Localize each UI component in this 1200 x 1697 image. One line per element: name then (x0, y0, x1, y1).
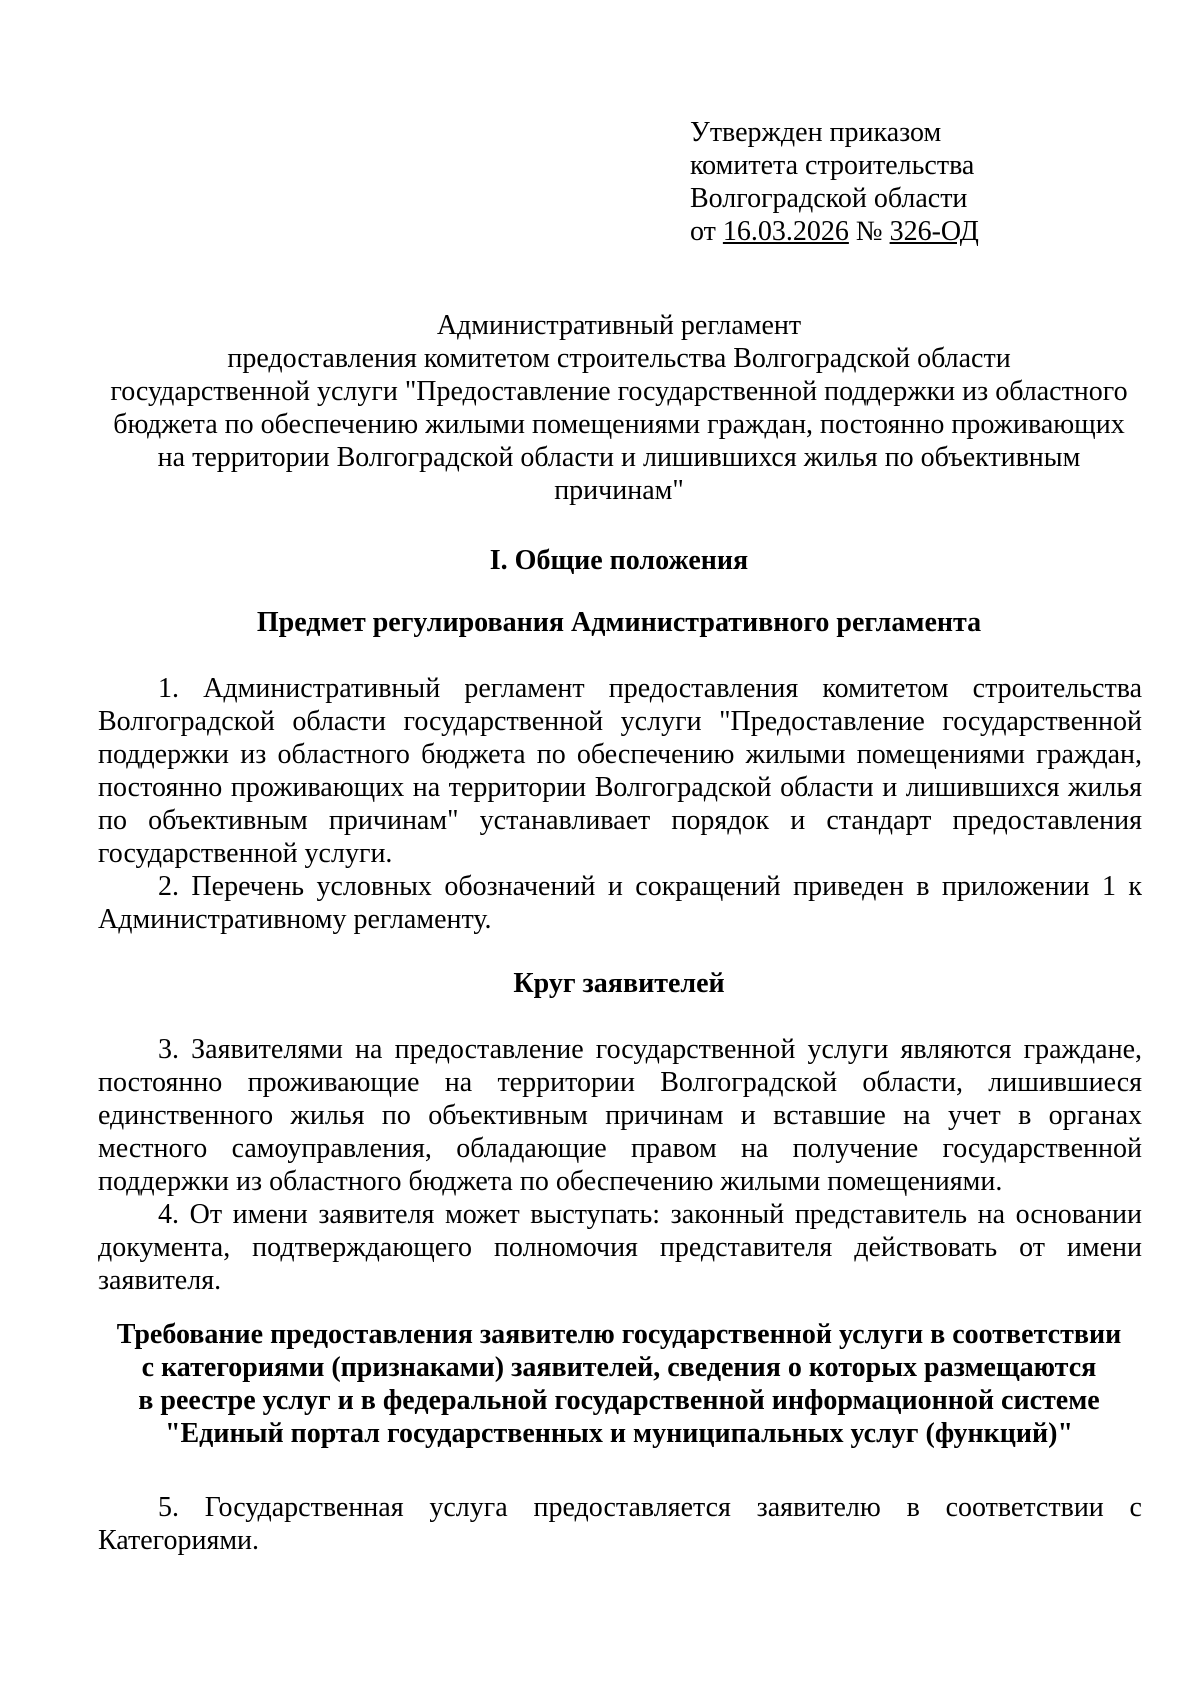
paragraph-3: 3. Заявителями на предоставление государственной услуги являются граждане, постоянно проживающие на территории Волгоградской области, лишившиеся единственного жилья по объективным причинам и вставшие на учет в органах местного самоуправления, обладающие правом на получение государственной поддержки из областного бюджета по обеспечению жилыми помещениями. (98, 1034, 1142, 1197)
applicants-heading (96, 967, 1142, 1000)
paragraph-4: 4. От имени заявителя может выступать: законный представитель на основании документа, подтверждающего полномочия представителя действовать от имени заявителя. (98, 1199, 1142, 1296)
requirement-heading (96, 1318, 1142, 1450)
title-line: Административный регламент (436, 310, 802, 341)
approval-from-label: от (690, 216, 716, 247)
paragraph-5: 5. Государственная услуга предоставляется заявителю в соответствии с Категориями. (98, 1492, 1142, 1556)
requirement-heading-line: Требование предоставления заявителю государственной услуги в соответствии (116, 1319, 1122, 1350)
paragraph-1: 1. Административный регламент предоставления комитетом строительства Волгоградской области государственной услуги "Предоставление государственной поддержки из областного бюджета по обеспечению жилыми помещениями граждан, постоянно проживающих на территории Волгоградской области и лишившихся жилья по объективным причинам" устанавливает порядок и стандарт предоставления государственной услуги. (98, 673, 1142, 869)
section-heading-text: I. Общие положения (489, 545, 749, 576)
section-heading (96, 544, 1142, 577)
approval-order-line (690, 215, 1090, 248)
document-title (96, 309, 1142, 507)
approval-date: 16.03.2026 (722, 216, 849, 247)
title-line: государственной услуги "Предоставление государственной поддержки из областного (110, 376, 1128, 407)
approval-line: Утвержден приказом (690, 117, 942, 148)
approval-line: комитета строительства (690, 150, 975, 181)
requirement-heading-line: в реестре услуг и в федеральной государственной информационной системе (138, 1385, 1100, 1416)
title-line: бюджета по обеспечению жилыми помещениями граждан, постоянно проживающих (113, 409, 1125, 440)
requirement-heading-line: с категориями (признаками) заявителей, сведения о которых размещаются (141, 1352, 1097, 1383)
title-line: на территории Волгоградской области и лишившихся жилья по объективным (157, 442, 1081, 473)
title-line: причинам" (554, 475, 684, 506)
title-line: предоставления комитетом строительства Волгоградской области (227, 343, 1011, 374)
applicants-heading-text: Круг заявителей (513, 968, 725, 999)
requirement-heading-line: "Единый портал государственных и муниципальных услуг (функций)" (164, 1418, 1074, 1449)
paragraph-2: 2. Перечень условных обозначений и сокращений приведен в приложении 1 к Административному регламенту. (98, 871, 1142, 935)
subsection-heading (96, 606, 1142, 639)
subsection-heading-text: Предмет регулирования Административного регламента (256, 607, 982, 638)
approval-stamp (690, 116, 1090, 248)
approval-number: 326-ОД (889, 216, 979, 247)
approval-line: Волгоградской области (690, 183, 968, 214)
approval-number-label: № (855, 216, 883, 247)
